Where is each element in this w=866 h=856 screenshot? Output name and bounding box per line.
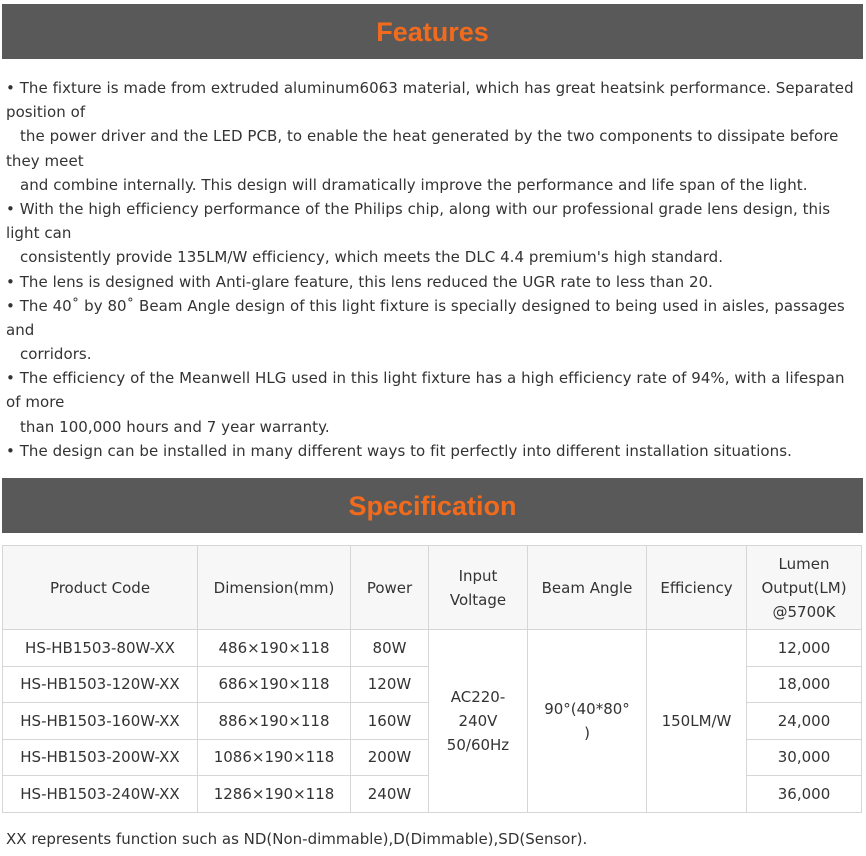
feature-line: • The design can be installed in many different ways to fit perfectly into different installation situations. [6,441,792,460]
feature-line: and [6,320,35,339]
power-cell: 120W [351,666,429,703]
header-lumen-line: @5700K [772,602,836,621]
product-code-cell: HS-HB1503-120W-XX [3,666,198,703]
lumen-cell: 30,000 [747,739,862,776]
feature-line: and combine internally. This design will dramatically improve the performance and life span of the light. [20,175,808,194]
header-input-voltage-line: Input [458,566,498,585]
feature-line: than 100,000 hours and 7 year warranty. [20,417,330,436]
lumen-cell: 36,000 [747,776,862,813]
feature-line: the power driver and the LED PCB, to enable the heat generated by the two components to dissipate before [20,127,839,146]
feature-line: • The efficiency of the Meanwell HLG used in this light fixture has a high efficiency rate of 94%, with a lifespan [6,369,845,388]
features-banner [2,4,863,59]
header-lumen-line: Lumen [778,554,830,573]
dimension-cell: 1286×190×118 [198,776,351,813]
power-cell: 80W [351,630,429,667]
feature-line: corridors. [20,345,92,364]
lumen-cell: 24,000 [747,703,862,740]
table-row [3,630,862,667]
feature-line: • The fixture is made from extruded aluminum6063 material, which has great heatsink performance. Separated [6,79,854,97]
input-voltage-cell [429,630,528,813]
header-dimension: Dimension(mm) [198,546,351,630]
feature-line: • With the high efficiency performance of the Philips chip, along with our professional grade lens design, this [6,199,831,218]
header-lumen-line: Output(LM) [761,578,847,597]
footnote: XX represents function such as ND(Non-dimmable),D(Dimmable),SD(Sensor). [6,830,588,848]
product-code-cell: HS-HB1503-240W-XX [3,776,198,813]
power-cell: 240W [351,776,429,813]
beam-angle-line: 90°(40*80° [544,699,630,718]
feature-line: they meet [6,151,84,170]
feature-line: of more [6,393,65,412]
lumen-cell: 18,000 [747,666,862,703]
input-voltage-line: 50/60Hz [446,735,510,754]
specification-table [2,545,862,813]
beam-angle-line: ) [584,723,590,742]
features-title: Features [376,17,489,47]
product-code-cell: HS-HB1503-80W-XX [3,630,198,667]
specification-banner [2,478,863,533]
product-code-cell: HS-HB1503-200W-XX [3,739,198,776]
header-lumen-output [747,546,862,630]
lumen-cell: 12,000 [747,630,862,667]
dimension-cell: 886×190×118 [198,703,351,740]
power-cell: 200W [351,739,429,776]
beam-angle-cell [528,630,647,813]
header-input-voltage [429,546,528,630]
header-beam-angle: Beam Angle [528,546,647,630]
dimension-cell: 486×190×118 [198,630,351,667]
header-input-voltage-line: Voltage [449,590,507,609]
feature-line: consistently provide 135LM/W efficiency, which meets the DLC 4.4 premium's high standard. [20,248,724,267]
feature-line: • The lens is designed with Anti-glare feature, this lens reduced the UGR rate to less than 20. [6,272,714,291]
features-list [6,76,854,463]
product-code-cell: HS-HB1503-160W-XX [3,703,198,740]
feature-line: light can [6,224,72,243]
power-cell: 160W [351,703,429,740]
table-header-row [3,546,862,630]
efficiency-cell: 150LM/W [647,630,747,813]
feature-line: • The 40˚ by 80˚ Beam Angle design of this light fixture is specially designed to being used in aisles, passages [6,296,845,315]
input-voltage-line: 240V [458,711,498,730]
input-voltage-line: AC220- [450,687,506,706]
dimension-cell: 1086×190×118 [198,739,351,776]
specification-title: Specification [348,491,517,521]
header-power: Power [351,546,429,630]
header-product-code: Product Code [3,546,198,630]
feature-line: position of [6,103,86,122]
header-efficiency: Efficiency [647,546,747,630]
dimension-cell: 686×190×118 [198,666,351,703]
